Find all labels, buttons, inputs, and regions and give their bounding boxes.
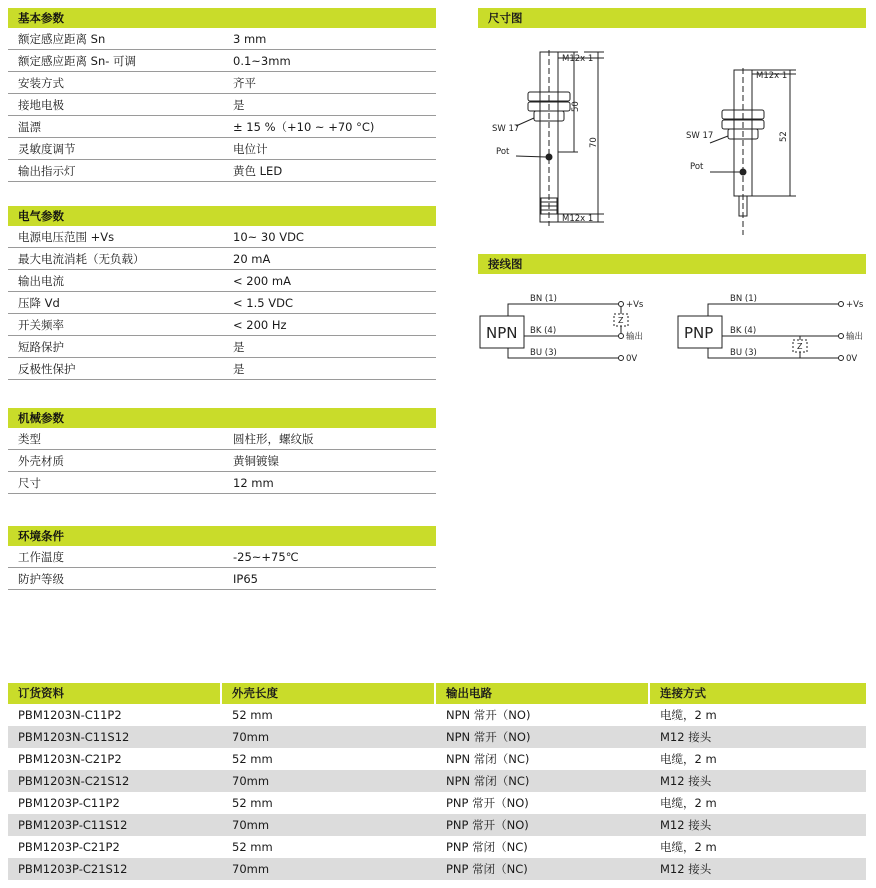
spec-key: 压降 Vd xyxy=(18,296,60,310)
left-thread-label: M12x 1 xyxy=(562,54,594,64)
spec-row xyxy=(8,472,436,494)
spec-row xyxy=(8,248,436,270)
spec-value: 是 xyxy=(233,362,245,376)
order-table xyxy=(8,683,866,880)
spec-key: 安装方式 xyxy=(18,76,64,90)
order-cell: PNP 常闭（NC) xyxy=(446,840,528,854)
order-cell: NPN 常闭（NC) xyxy=(446,774,530,788)
spec-row xyxy=(8,226,436,248)
order-cell: PNP 常开（NO) xyxy=(446,818,529,832)
section-title: 电气参数 xyxy=(8,206,436,226)
left-pot-label: Pot xyxy=(496,147,510,157)
spec-row xyxy=(8,358,436,380)
spec-value: 电位计 xyxy=(233,142,268,156)
spec-row xyxy=(8,50,436,72)
section-title: 环境条件 xyxy=(8,526,436,546)
spec-key: 电源电压范围 +Vs xyxy=(18,230,115,244)
spec-row xyxy=(8,160,436,182)
spec-row xyxy=(8,28,436,50)
left-sw-label: SW 17 xyxy=(492,124,520,134)
spec-row xyxy=(8,314,436,336)
spec-value: IP65 xyxy=(233,572,258,586)
spec-value: 是 xyxy=(233,340,245,354)
order-cell: NPN 常开（NO) xyxy=(446,708,531,722)
order-cell: 52 mm xyxy=(232,796,273,810)
order-cell: 电缆，2 m xyxy=(660,708,717,722)
npn-bk-label: BK (4) xyxy=(530,326,557,336)
spec-key: 外壳材质 xyxy=(18,454,64,468)
order-cell: 52 mm xyxy=(232,752,273,766)
spec-key: 类型 xyxy=(18,432,41,446)
pnp-bu-label: BU (3) xyxy=(730,348,757,358)
spec-row xyxy=(8,450,436,472)
pnp-z-label: Z xyxy=(797,342,803,351)
section-title: 基本参数 xyxy=(8,8,436,28)
spec-value: < 200 mA xyxy=(233,274,291,288)
npn-bu-label: BU (3) xyxy=(530,348,557,358)
spec-key: 反极性保护 xyxy=(18,362,76,376)
spec-value: ± 15 %（+10 ~ +70 °C) xyxy=(233,120,375,134)
npn-vs-label: +Vs xyxy=(626,300,644,310)
order-cell: 52 mm xyxy=(232,708,273,722)
order-table-header xyxy=(8,683,866,704)
order-cell: M12 接头 xyxy=(660,774,712,788)
npn-label: NPN xyxy=(486,324,518,342)
table-row xyxy=(8,704,866,726)
order-cell: 电缆，2 m xyxy=(660,752,717,766)
spec-row xyxy=(8,94,436,116)
pnp-bk-label: BK (4) xyxy=(730,326,757,336)
order-cell: PBM1203N-C11P2 xyxy=(18,708,122,722)
order-cell: NPN 常开（NO) xyxy=(446,730,531,744)
order-cell: PBM1203P-C11P2 xyxy=(18,796,120,810)
order-cell: PBM1203N-C21P2 xyxy=(18,752,122,766)
order-cell: PBM1203N-C21S12 xyxy=(18,774,130,788)
dimensions-title: 尺寸图 xyxy=(478,8,866,28)
spec-row xyxy=(8,270,436,292)
spec-value: < 200 Hz xyxy=(233,318,287,332)
spec-value: 是 xyxy=(233,98,245,112)
pnp-label: PNP xyxy=(684,324,714,342)
spec-value: 黄铜镀镍 xyxy=(233,454,279,468)
order-cell: PBM1203P-C11S12 xyxy=(18,818,128,832)
pnp-vs-label: +Vs xyxy=(846,300,864,310)
order-cell: PNP 常开（NO) xyxy=(446,796,529,810)
table-row xyxy=(8,814,866,836)
wiring-diagram xyxy=(478,282,866,382)
spec-key: 工作温度 xyxy=(18,550,64,564)
table-row xyxy=(8,726,866,748)
dim-70-label: 70 xyxy=(589,137,599,148)
order-cell: M12 接头 xyxy=(660,730,712,744)
npn-bn-label: BN (1) xyxy=(530,294,557,304)
spec-row xyxy=(8,568,436,590)
section-environment xyxy=(8,526,436,590)
order-cell: PBM1203N-C11S12 xyxy=(18,730,130,744)
npn-z-label: Z xyxy=(618,316,624,325)
section-electrical xyxy=(8,206,436,380)
spec-value: 12 mm xyxy=(233,476,274,490)
spec-value: < 1.5 VDC xyxy=(233,296,293,310)
order-cell: 70mm xyxy=(232,818,270,832)
spec-key: 温漂 xyxy=(18,120,41,134)
spec-row xyxy=(8,546,436,568)
order-cell: 70mm xyxy=(232,730,270,744)
spec-value: -25~+75℃ xyxy=(233,550,299,564)
spec-key: 额定感应距离 Sn- 可调 xyxy=(18,54,137,68)
npn-out-label: 输出 xyxy=(626,332,644,342)
spec-key: 接地电极 xyxy=(18,98,64,112)
order-cell: M12 接头 xyxy=(660,862,712,876)
order-cell: 电缆，2 m xyxy=(660,796,717,810)
dim-50-label: 50 xyxy=(571,101,581,112)
pnp-bn-label: BN (1) xyxy=(730,294,757,304)
spec-value: 3 mm xyxy=(233,32,267,46)
spec-value: 10~ 30 VDC xyxy=(233,230,304,244)
order-cell: PBM1203P-C21S12 xyxy=(18,862,128,876)
dimension-drawing xyxy=(478,30,866,245)
npn-0v-label: 0V xyxy=(626,354,638,364)
spec-row xyxy=(8,72,436,94)
spec-row xyxy=(8,116,436,138)
order-cell: PNP 常闭（NC) xyxy=(446,862,528,876)
order-header-cell: 订货资料 xyxy=(8,683,222,704)
order-cell: 70mm xyxy=(232,774,270,788)
table-row xyxy=(8,770,866,792)
spec-value: 0.1~3mm xyxy=(233,54,291,68)
spec-value: 20 mA xyxy=(233,252,271,266)
spec-key: 灵敏度调节 xyxy=(18,142,76,156)
table-row xyxy=(8,748,866,770)
section-mechanical xyxy=(8,408,436,494)
spec-key: 短路保护 xyxy=(18,340,64,354)
order-cell: 电缆，2 m xyxy=(660,840,717,854)
spec-key: 尺寸 xyxy=(18,476,41,490)
left-thread-bottom-label: M12x 1 xyxy=(562,214,594,224)
spec-row xyxy=(8,428,436,450)
order-cell: 70mm xyxy=(232,862,270,876)
order-header-cell: 输出电路 xyxy=(436,683,650,704)
spec-value: 圆柱形，螺纹版 xyxy=(233,432,314,446)
table-row xyxy=(8,836,866,858)
right-thread-label: M12x 1 xyxy=(756,71,788,81)
section-basic xyxy=(8,8,436,182)
order-header-cell: 连接方式 xyxy=(660,686,706,700)
right-sw-label: SW 17 xyxy=(686,131,714,141)
spec-row xyxy=(8,292,436,314)
order-header-cell: 外壳长度 xyxy=(222,683,436,704)
table-row xyxy=(8,858,866,880)
sensor-right-body xyxy=(710,68,796,235)
pnp-out-label: 输出 xyxy=(846,332,864,342)
order-cell: PBM1203P-C21P2 xyxy=(18,840,120,854)
spec-value: 齐平 xyxy=(233,76,256,90)
order-cell: M12 接头 xyxy=(660,818,712,832)
spec-key: 输出指示灯 xyxy=(18,164,76,178)
spec-key: 额定感应距离 Sn xyxy=(18,32,106,46)
spec-value: 黄色 LED xyxy=(233,164,283,178)
table-row xyxy=(8,792,866,814)
right-pot-label: Pot xyxy=(690,162,704,172)
spec-key: 最大电流消耗（无负载） xyxy=(18,252,145,266)
spec-row xyxy=(8,138,436,160)
spec-key: 开关频率 xyxy=(18,318,64,332)
spec-row xyxy=(8,336,436,358)
section-title: 机械参数 xyxy=(8,408,436,428)
spec-key: 防护等级 xyxy=(18,572,64,586)
order-cell: NPN 常闭（NC) xyxy=(446,752,530,766)
dim-52-label: 52 xyxy=(779,131,789,142)
pnp-0v-label: 0V xyxy=(846,354,858,364)
order-cell: 52 mm xyxy=(232,840,273,854)
wiring-title: 接线图 xyxy=(478,254,866,274)
spec-key: 输出电流 xyxy=(18,274,64,288)
